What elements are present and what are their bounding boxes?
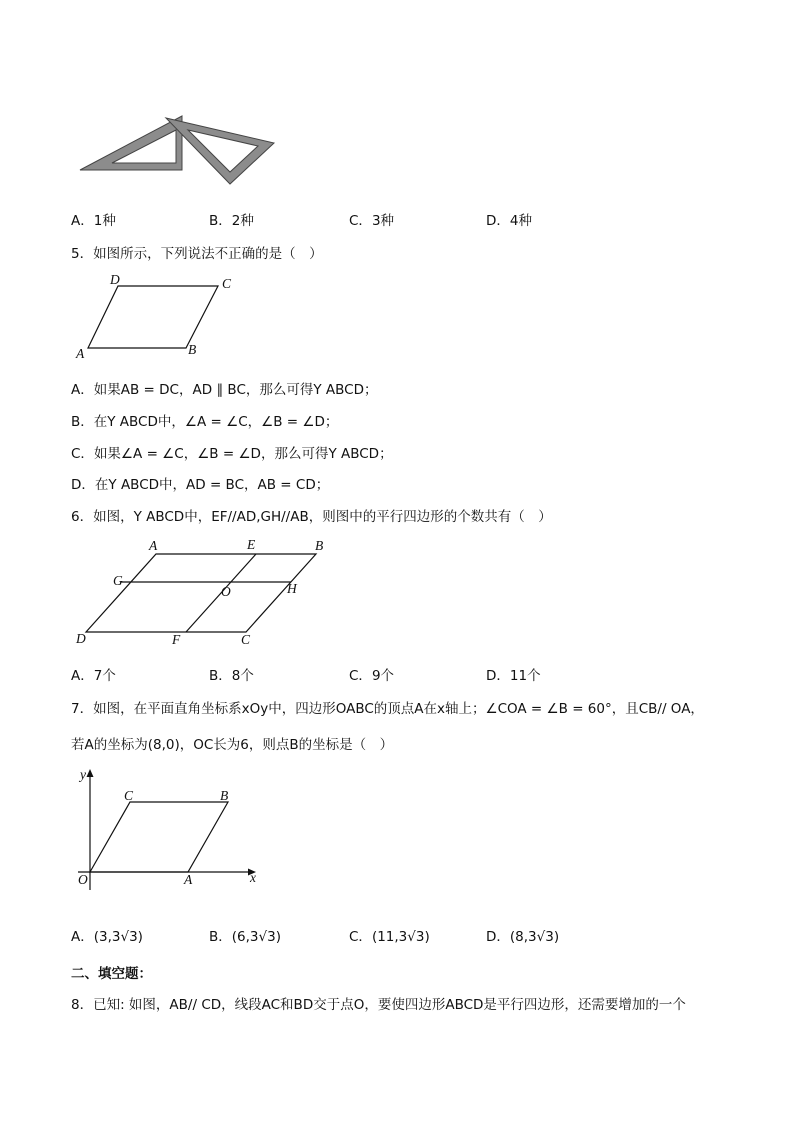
q7-option-b[interactable] [209,925,281,945]
q4-option-c[interactable] [349,209,394,229]
q7-stem-line1: 7．如图，在平面直角坐标系xOy中，四边形OABC的顶点A在x轴上；∠COA = ∠B = 60°，且CB// OA， [71,701,704,717]
option-letter: C． [71,446,94,462]
q7-option-d[interactable] [486,925,559,945]
q5-stem: 5．如图所示，下列说法不正确的是（ ） [71,246,323,262]
q5-option-c[interactable] [71,442,393,462]
q5-label-d: D [110,272,120,287]
option-text: 11个 [509,668,541,684]
option-letter: C． [349,668,372,684]
option-letter: D． [486,929,510,945]
option-text: (8,3√3) [509,929,560,945]
option-text: 2种 [231,213,254,229]
q5-option-d[interactable] [71,473,329,493]
option-letter: D． [486,668,510,684]
q6-label-f: F [172,632,181,647]
q8-stem: 8．已知: 如图，AB// CD，线段AC和BD交于点O，要使四边形ABCD是平行四边形，还需要增加的一个 [71,997,686,1013]
q7-label-c: C [124,788,134,803]
option-text: 如果∠A = ∠C，∠B = ∠D，那么可得Y ABCD； [93,446,393,462]
q4-option-d[interactable] [486,209,532,229]
q6-label-g: G [113,573,123,588]
q5-label-c: C [222,276,232,291]
q7-label-y: y [80,767,86,782]
option-text: 如果AB = DC，AD ∥ BC，那么可得Y ABCD； [93,382,378,398]
option-letter: B． [209,929,232,945]
option-text: 9个 [371,668,395,684]
q7-stem-line2: 若A的坐标为(8,0)，OC长为6，则点B的坐标是（ ） [71,737,394,753]
q5-option-b[interactable] [71,410,338,430]
q6-option-a[interactable] [71,664,116,684]
option-letter: A． [71,213,94,229]
q4-set-square-figure [70,108,280,188]
q6-parallelogram-figure [72,536,342,651]
q5-parallelogram-figure [72,270,242,365]
q6-label-o: O [221,584,231,599]
option-letter: B． [209,668,232,684]
section-heading: 二、填空题： [71,966,152,982]
q7-label-o: O [78,872,88,887]
q5-label-b: B [188,342,197,357]
q4-option-b[interactable] [209,209,254,229]
option-text: 在Y ABCD中，AD = BC，AB = CD； [94,477,330,493]
q7-option-c[interactable] [349,925,430,945]
q7-coordinate-figure [72,766,272,896]
option-text: 4种 [509,213,532,229]
q6-label-e: E [247,537,256,552]
q6-option-d[interactable] [486,664,541,684]
q6-label-a: A [149,538,158,553]
option-letter: A． [71,929,94,945]
option-text: 3种 [371,213,395,229]
option-letter: C． [349,213,372,229]
option-text: 1种 [93,213,116,229]
q6-label-b: B [315,538,324,553]
q5-option-a[interactable] [71,378,378,398]
option-text: (3,3√3) [93,929,143,945]
q6-label-d: D [76,631,86,646]
q7-label-a: A [184,872,193,887]
option-letter: D． [486,213,510,229]
q7-label-x: x [250,870,256,885]
option-letter: A． [71,668,94,684]
option-text: (11,3√3) [371,929,430,945]
option-text: (6,3√3) [231,929,281,945]
q6-option-c[interactable] [349,664,394,684]
q6-label-c: C [241,632,251,647]
q7-option-a[interactable] [71,925,143,945]
q7-label-b: B [220,788,229,803]
q6-label-h: H [287,581,297,596]
q6-stem: 6．如图，Y ABCD中，EF//AD,GH//AB，则图中的平行四边形的个数共有（ ） [71,509,552,525]
option-letter: B． [209,213,232,229]
option-letter: C． [349,929,372,945]
option-text: 7个 [93,668,116,684]
q6-option-b[interactable] [209,664,254,684]
q4-option-a[interactable] [71,209,116,229]
option-text: 8个 [231,668,254,684]
q5-label-a: A [76,346,85,361]
option-letter: D． [71,477,95,493]
option-letter: A． [71,382,94,398]
option-text: 在Y ABCD中，∠A = ∠C，∠B = ∠D； [93,414,339,430]
option-letter: B． [71,414,94,430]
